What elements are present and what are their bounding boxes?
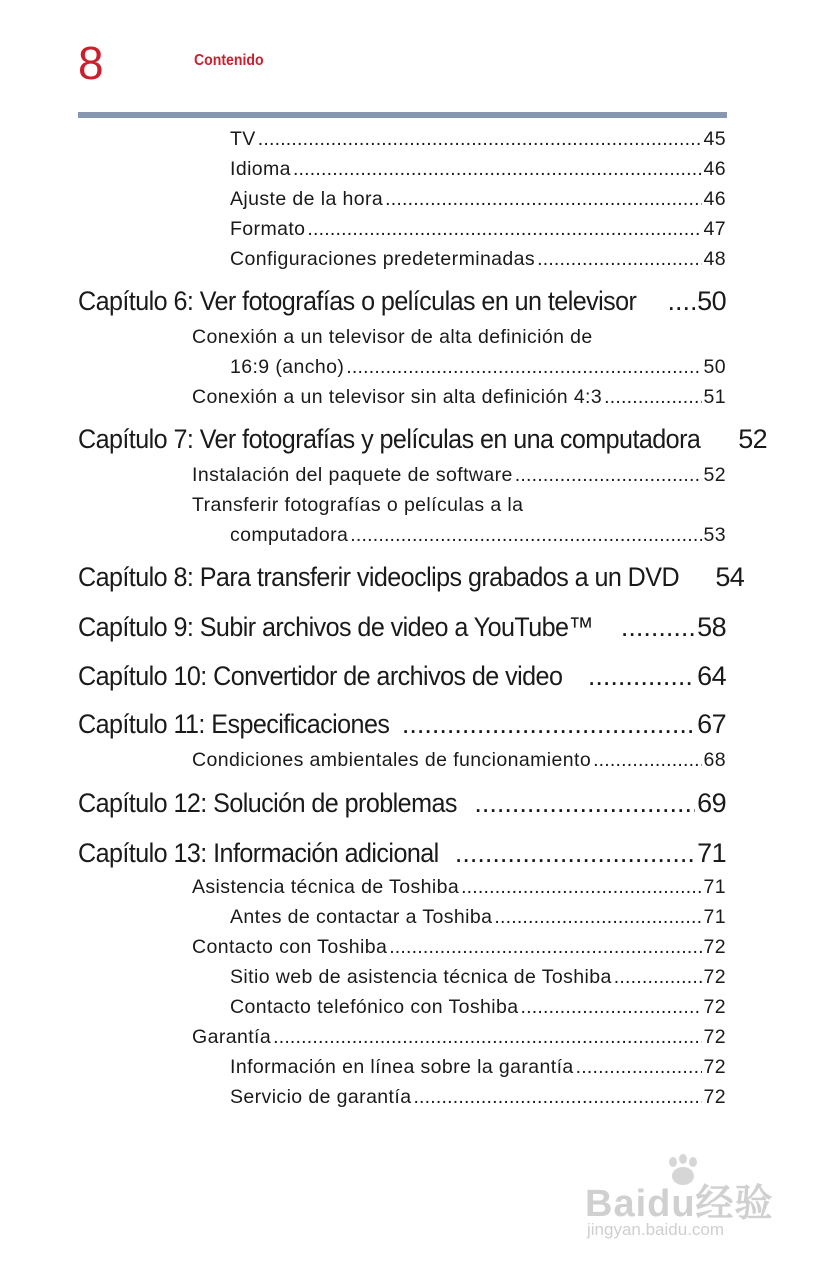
toc-chapter-9[interactable]: Capítulo 9: Subir archivos de video a YouTube™ ..... 58 xyxy=(78,612,726,643)
toc-entry[interactable]: Garantía ..... 72 xyxy=(192,1026,726,1049)
toc-entry[interactable]: Sitio web de asistencia técnica de Toshiba ..... 72 xyxy=(230,966,726,989)
toc-chapter-8[interactable]: Capítulo 8: Para transferir videoclips grabados a un DVD 54 xyxy=(78,562,745,592)
toc-entry[interactable]: Conexión a un televisor sin alta definición 4:3 ..... 51 xyxy=(192,386,726,409)
toc-entry[interactable]: 16:9 (ancho) ..... 50 xyxy=(230,356,726,379)
watermark-url: jingyan.baidu.com xyxy=(587,1220,725,1239)
toc-entry[interactable]: computadora ..... 53 xyxy=(230,524,726,547)
toc-entry[interactable]: TV ..... 45 xyxy=(230,128,726,151)
toc-chapter-10[interactable]: Capítulo 10: Convertidor de archivos de video ..... 64 xyxy=(78,661,726,692)
toc-entry[interactable]: Condiciones ambientales de funcionamiento ..... 68 xyxy=(192,749,726,772)
toc-entry[interactable]: Formato ..... 47 xyxy=(230,218,726,241)
page-number: 8 xyxy=(78,37,104,89)
watermark-logo: Baidu经验 xyxy=(585,1183,774,1225)
toc-entry-line[interactable]: Transferir fotografías o películas a la xyxy=(192,494,524,516)
toc-entry[interactable]: Instalación del paquete de software ..... 52 xyxy=(192,464,726,487)
toc-chapter-7[interactable]: Capítulo 7: Ver fotografías y películas en una computadora 52 xyxy=(78,424,768,454)
toc-entry[interactable]: Contacto con Toshiba ..... 72 xyxy=(192,936,726,959)
toc-entry[interactable]: Configuraciones predeterminadas ..... 48 xyxy=(230,248,726,271)
toc-chapter-13[interactable]: Capítulo 13: Información adicional ..... 71 xyxy=(78,838,726,869)
toc-entry-line[interactable]: Conexión a un televisor de alta definición de xyxy=(192,326,593,348)
running-head-title: Contenido xyxy=(194,52,264,69)
toc-entry[interactable]: Idioma ..... 46 xyxy=(230,158,726,181)
watermark xyxy=(585,1160,775,1250)
toc-entry[interactable]: Información en línea sobre la garantía ..... 72 xyxy=(230,1056,726,1079)
toc-entry[interactable]: Ajuste de la hora ..... 46 xyxy=(230,188,726,211)
toc-entry[interactable]: Servicio de garantía ..... 72 xyxy=(230,1086,726,1109)
toc-entry[interactable]: Antes de contactar a Toshiba ..... 71 xyxy=(230,906,726,929)
toc-chapter-12[interactable]: Capítulo 12: Solución de problemas ..... 69 xyxy=(78,788,726,819)
toc-entry[interactable]: Asistencia técnica de Toshiba ..... 71 xyxy=(192,876,726,899)
toc-entry[interactable]: Contacto telefónico con Toshiba ..... 72 xyxy=(230,996,726,1019)
toc-chapter-11[interactable]: Capítulo 11: Especificaciones ..... 67 xyxy=(78,709,726,740)
toc-chapter-6[interactable]: Capítulo 6: Ver fotografías o películas en un televisor ..... 50 xyxy=(78,286,726,317)
